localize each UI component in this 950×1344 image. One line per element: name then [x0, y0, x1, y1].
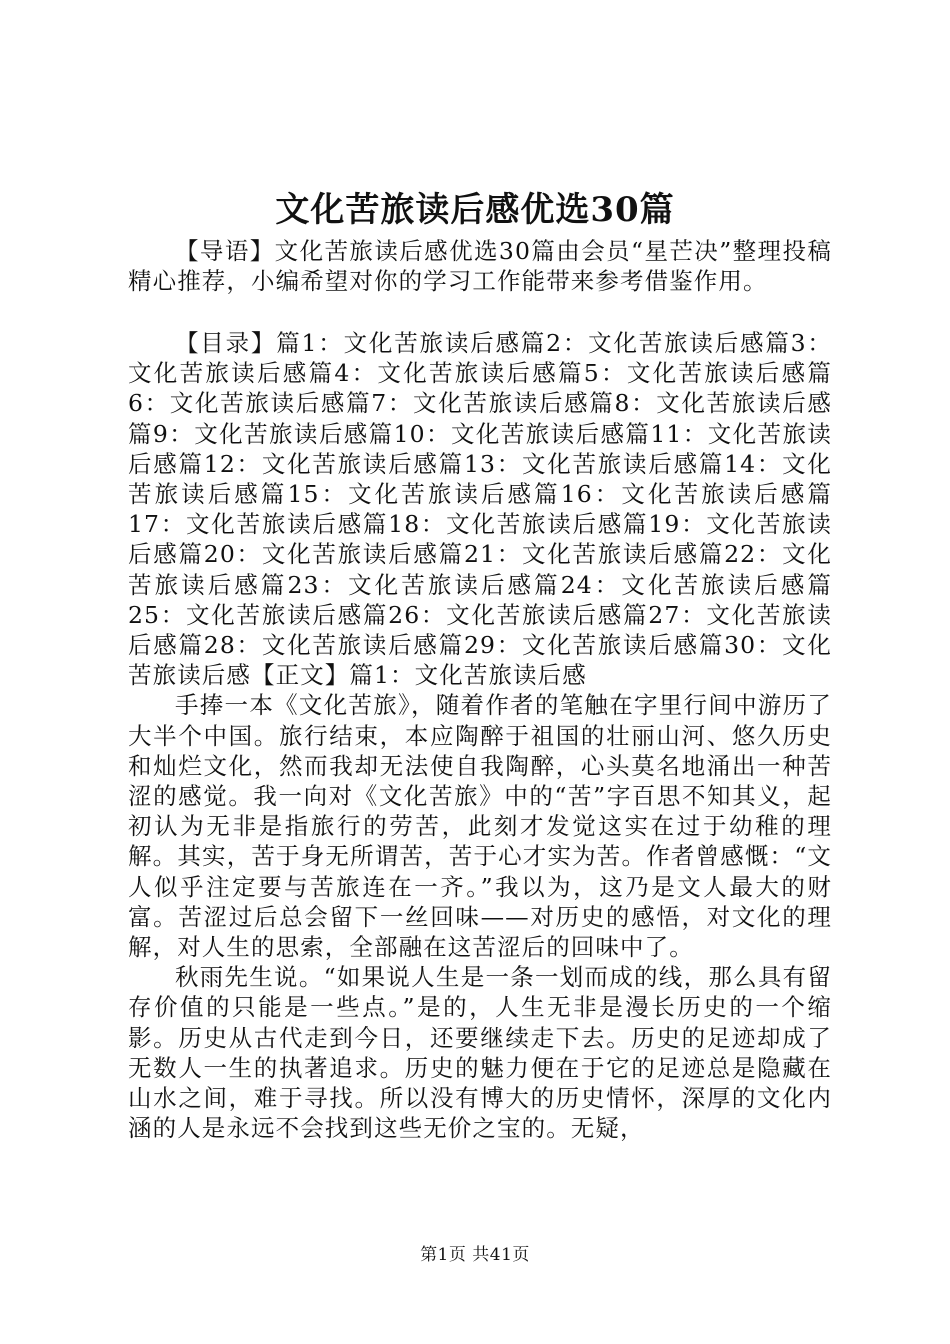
intro-paragraph: 【导语】文化苦旅读后感优选30篇由会员“星芒决”整理投稿精心推荐，小编希望对你的学习工作能带来参考借鉴作用。 — [128, 237, 832, 296]
body-section — [128, 328, 832, 1143]
document-title: 文化苦旅读后感优选30篇 — [275, 190, 675, 230]
intro-section — [128, 236, 832, 296]
body-paragraph-1: 手捧一本《文化苦旅》，随着作者的笔触在字里行间中游历了大半个中国。旅行结束，本应陶醉于祖国的壮丽山河、悠久历史和灿烂文化，然而我却无法使自我陶醉，心头莫名地涌出一种苦涩的感觉。我一向对《文化苦旅》中的“苦”字百思不知其义，起初认为无非是指旅行的劳苦，此刻才发觉这实在过于幼稚的理解。其实，苦于身无所谓苦，苦于心才实为苦。作者曾感慨：“文人似乎注定要与苦旅连在一齐。”我以为，这乃是文人最大的财富。苦涩过后总会留下一丝回味——对历史的感悟，对文化的理解，对人生的思索，全部融在这苦涩后的回味中了。 — [128, 691, 832, 962]
body-paragraph-2: 秋雨先生说。“如果说人生是一条一划而成的线，那么具有留存价值的只能是一些点。”是的，人生无非是漫长历史的一个缩影。历史从古代走到今日，还要继续走下去。历史的足迹却成了无数人一生的执著追求。历史的魅力便在于它的足迹总是隐藏在山水之间，难于寻找。所以没有博大的历史情怀，深厚的文化内涵的人是永远不会找到这些无价之宝的。无疑， — [128, 963, 832, 1143]
toc-paragraph: 【目录】篇1：文化苦旅读后感篇2：文化苦旅读后感篇3：文化苦旅读后感篇4：文化苦旅读后感篇5：文化苦旅读后感篇6：文化苦旅读后感篇7：文化苦旅读后感篇8：文化苦旅读后感篇9：文化苦旅读后感篇10：文化苦旅读后感篇11：文化苦旅读后感篇12：文化苦旅读后感篇13：文化苦旅读后感篇14：文化苦旅读后感篇15：文化苦旅读后感篇16：文化苦旅读后感篇17：文化苦旅读后感篇18：文化苦旅读后感篇19：文化苦旅读后感篇20：文化苦旅读后感篇21：文化苦旅读后感篇22：文化苦旅读后感篇23：文化苦旅读后感篇24：文化苦旅读后感篇25：文化苦旅读后感篇26：文化苦旅读后感篇27：文化苦旅读后感篇28：文化苦旅读后感篇29：文化苦旅读后感篇30：文化苦旅读后感【正文】篇1：文化苦旅读后感 — [128, 329, 832, 690]
page-footer: 第1页 共41页 — [420, 1245, 530, 1265]
